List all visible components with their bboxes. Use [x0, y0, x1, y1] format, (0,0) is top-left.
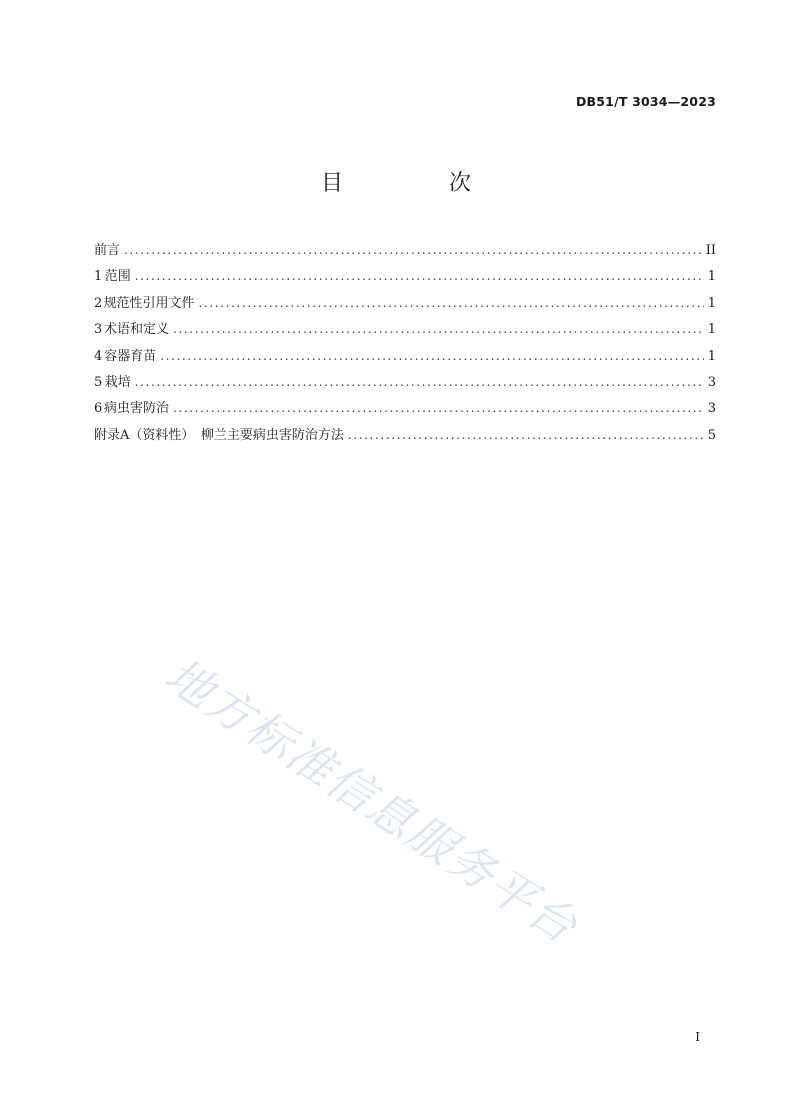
toc-label: 附录A（资料性） 柳兰主要病虫害防治方法 — [94, 427, 344, 443]
toc-label: 范围 — [104, 269, 131, 285]
leader-dots — [348, 428, 704, 442]
leader-dots — [199, 296, 704, 310]
leader-dots — [124, 243, 702, 257]
toc-number: 2 — [94, 295, 103, 311]
toc-page: 1 — [707, 348, 716, 364]
standard-code: DB51/T 3034—2023 — [575, 94, 716, 109]
toc-entry-3[interactable] — [94, 318, 716, 344]
toc-entry-5[interactable] — [94, 371, 716, 397]
toc-label: 病虫害防治 — [103, 401, 169, 417]
toc-label: 容器育苗 — [104, 348, 157, 364]
toc-number: 6 — [94, 401, 103, 417]
toc-entry-4[interactable] — [94, 345, 716, 371]
toc-page: 5 — [707, 427, 716, 443]
toc-entry-appendix-a[interactable] — [94, 424, 716, 450]
leader-dots — [173, 322, 704, 336]
toc-entry-6[interactable] — [94, 397, 716, 423]
toc-label: 栽培 — [104, 374, 131, 390]
page-folio: I — [695, 1030, 700, 1044]
leader-dots — [160, 349, 703, 363]
toc-entry-1[interactable] — [94, 265, 716, 291]
toc-label: 前言 — [94, 243, 121, 258]
toc-entry-foreword[interactable] — [94, 239, 716, 265]
toc-title: 目 次 — [320, 171, 513, 196]
toc-entry-2[interactable] — [94, 292, 716, 318]
leader-dots — [135, 269, 704, 283]
toc-page: II — [705, 243, 716, 258]
toc-number: 1 — [94, 269, 103, 285]
table-of-contents — [94, 239, 716, 450]
toc-page: 3 — [707, 374, 716, 390]
toc-page: 3 — [707, 401, 716, 417]
toc-number: 3 — [94, 322, 103, 338]
toc-label: 术语和定义 — [103, 322, 169, 338]
leader-dots — [173, 401, 704, 415]
toc-number: 5 — [94, 374, 103, 390]
toc-page: 1 — [707, 322, 716, 338]
watermark: 地方标准信息服务平台 — [155, 647, 588, 955]
leader-dots — [135, 375, 704, 389]
toc-label: 规范性引用文件 — [103, 295, 195, 311]
toc-number: 4 — [94, 348, 103, 364]
toc-page: 1 — [707, 269, 716, 285]
toc-page: 1 — [707, 295, 716, 311]
